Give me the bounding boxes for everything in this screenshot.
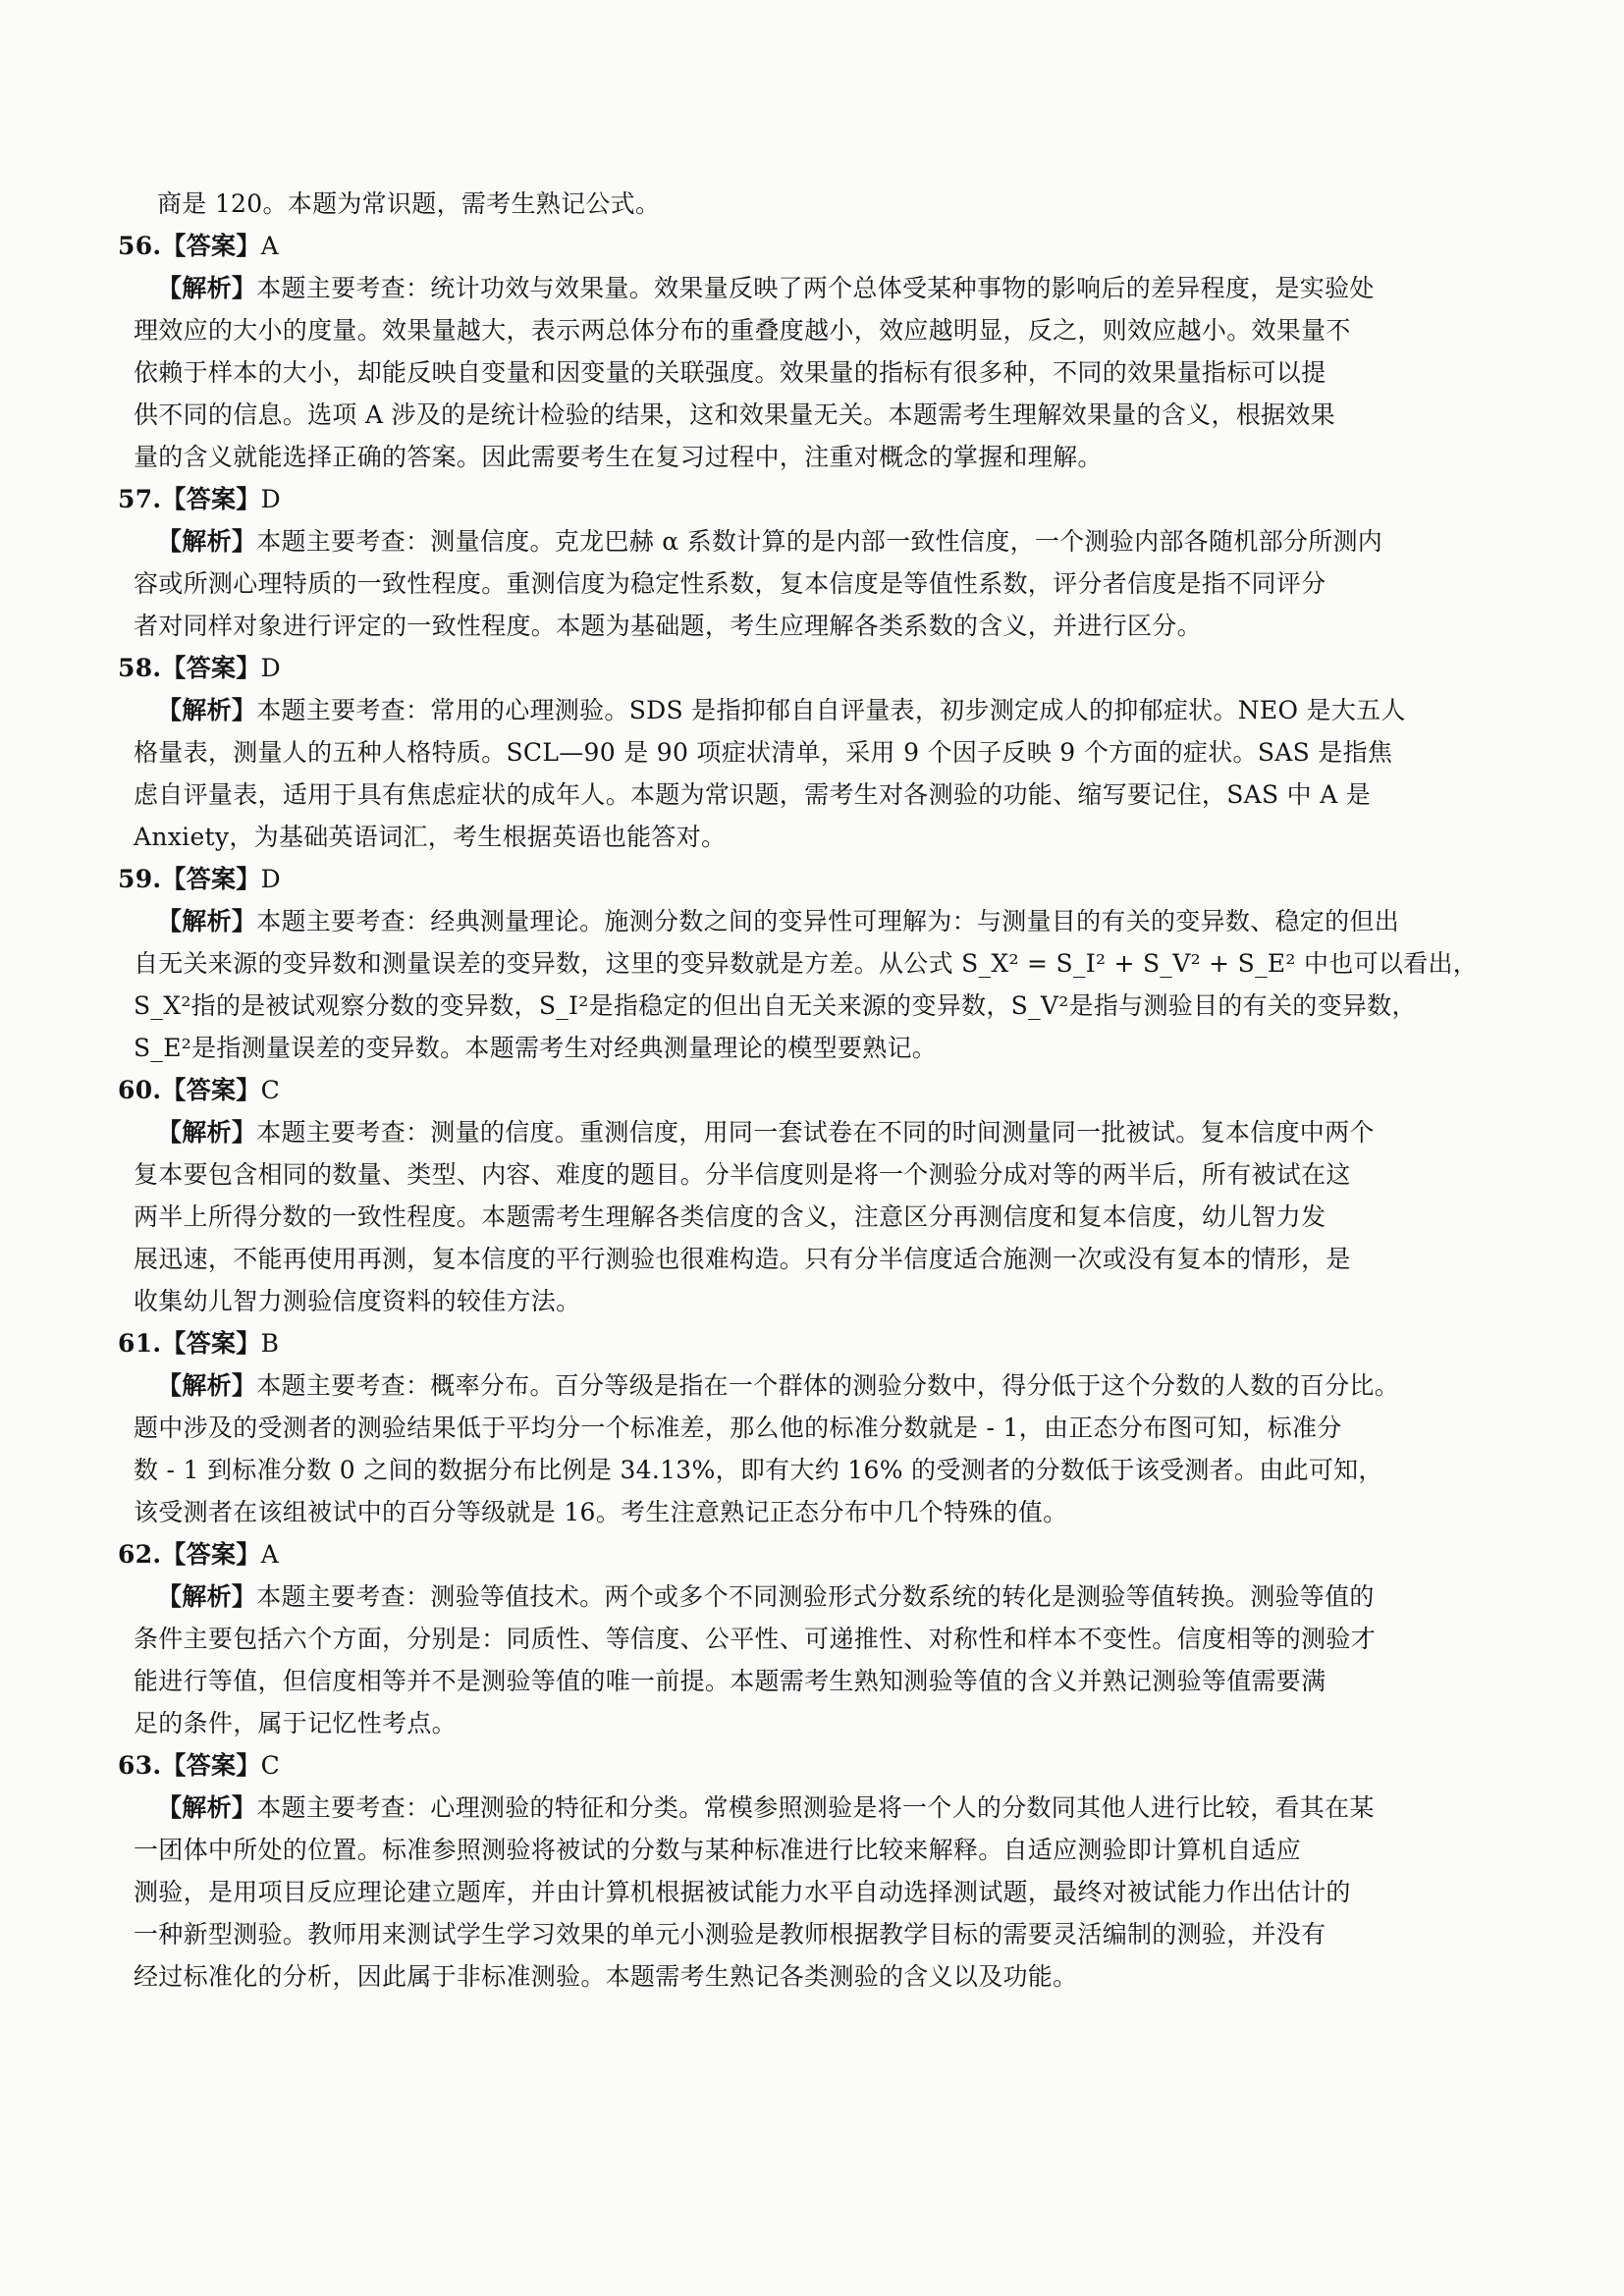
analysis-label: 【解析】 [157, 274, 257, 302]
answer-value: D [260, 485, 281, 513]
answer-value: D [260, 654, 281, 682]
analysis-text: 自无关来源的变异数和测量误差的变异数，这里的变异数就是方差。从公式 S_X² = S_I² + S_V² + S_E² 中也可以看出， [134, 949, 1479, 978]
analysis-paragraph [134, 267, 1492, 478]
analysis-paragraph [134, 689, 1492, 858]
answer-label: 【答案】 [161, 232, 261, 260]
answer-analysis-section [118, 183, 1492, 1998]
analysis-line [134, 605, 1492, 647]
answer-line [118, 1069, 1492, 1111]
analysis-line [134, 1238, 1492, 1280]
analysis-paragraph [134, 1787, 1492, 1998]
analysis-text: 本题主要考查：常用的心理测验。SDS 是指抑郁自自评量表，初步测定成人的抑郁症状。NEO 是大五人 [256, 696, 1406, 724]
analysis-line [134, 562, 1492, 605]
analysis-text: S_X²指的是被试观察分数的变异数，S_I²是指稳定的但出自无关来源的变异数，S_V²是指与测验目的有关的变异数， [134, 991, 1417, 1020]
question-number: 57. [118, 485, 162, 513]
analysis-line [134, 1829, 1492, 1871]
analysis-line [134, 1618, 1492, 1660]
analysis-text: 本题主要考查：心理测验的特征和分类。常模参照测验是将一个人的分数同其他人进行比较，看其在某 [256, 1793, 1375, 1822]
analysis-line [134, 1449, 1492, 1491]
analysis-line [134, 731, 1492, 774]
question-number: 62. [118, 1540, 162, 1569]
answer-entry [118, 1322, 1492, 1533]
answer-entry [118, 858, 1492, 1069]
answer-entry [118, 647, 1492, 858]
analysis-line [134, 1280, 1492, 1322]
analysis-line [134, 1660, 1492, 1702]
analysis-line [157, 1787, 1492, 1829]
analysis-label: 【解析】 [157, 1118, 257, 1147]
analysis-text: 两半上所得分数的一致性程度。本题需考生理解各类信度的含义，注意区分再测信度和复本信度，幼儿智力发 [134, 1202, 1326, 1231]
analysis-text: 格量表，测量人的五种人格特质。SCL—90 是 90 项症状清单，采用 9 个因子反映 9 个方面的症状。SAS 是指焦 [134, 738, 1393, 767]
analysis-paragraph [134, 1364, 1492, 1533]
question-number: 58. [118, 654, 162, 682]
answer-line [118, 1744, 1492, 1787]
analysis-text: 依赖于样本的大小，却能反映自变量和因变量的关联强度。效果量的指标有很多种，不同的效果量指标可以提 [134, 358, 1326, 387]
analysis-line [134, 309, 1492, 351]
analysis-line [157, 1575, 1492, 1618]
analysis-line [157, 1111, 1492, 1153]
analysis-line [134, 1153, 1492, 1196]
analysis-line [134, 436, 1492, 478]
answer-list [118, 225, 1492, 1998]
analysis-text: 本题主要考查：测量的信度。重测信度，用同一套试卷在不同的时间测量同一批被试。复本信度中两个 [256, 1118, 1375, 1147]
analysis-text: 经过标准化的分析，因此属于非标准测验。本题需考生熟记各类测验的含义以及功能。 [134, 1962, 1078, 1991]
question-number: 60. [118, 1076, 162, 1104]
analysis-label: 【解析】 [157, 1582, 257, 1611]
answer-value: C [260, 1751, 281, 1780]
analysis-line [134, 1955, 1492, 1998]
answer-label: 【答案】 [161, 1540, 261, 1569]
answer-value: A [260, 232, 279, 260]
analysis-line [134, 816, 1492, 858]
analysis-text: Anxiety，为基础英语词汇，考生根据英语也能答对。 [134, 823, 727, 851]
analysis-line [134, 1027, 1492, 1069]
analysis-line [134, 942, 1492, 985]
analysis-line [157, 689, 1492, 731]
analysis-text: 本题主要考查：概率分布。百分等级是指在一个群体的测验分数中，得分低于这个分数的人数的百分比。 [256, 1371, 1400, 1400]
analysis-text: 理效应的大小的度量。效果量越大，表示两总体分布的重叠度越小，效应越明显，反之，则效应越小。效果量不 [134, 316, 1351, 345]
analysis-text: 供不同的信息。选项 A 涉及的是统计检验的结果，这和效果量无关。本题需考生理解效果量的含义，根据效果 [134, 400, 1335, 429]
answer-line [118, 1322, 1492, 1364]
analysis-line [134, 1913, 1492, 1955]
analysis-paragraph [134, 1111, 1492, 1322]
analysis-label: 【解析】 [157, 1371, 257, 1400]
analysis-line [134, 1871, 1492, 1913]
analysis-paragraph [134, 520, 1492, 647]
analysis-text: 该受测者在该组被试中的百分等级就是 16。考生注意熟记正态分布中几个特殊的值。 [134, 1498, 1068, 1526]
analysis-text: 收集幼儿智力测验信度资料的较佳方法。 [134, 1287, 581, 1315]
analysis-text: 数 - 1 到标准分数 0 之间的数据分布比例是 34.13%，即有大约 16% 的受测者的分数低于该受测者。由此可知， [134, 1456, 1383, 1484]
question-number: 61. [118, 1329, 162, 1358]
answer-value: D [260, 865, 281, 893]
analysis-line [134, 1491, 1492, 1533]
analysis-label: 【解析】 [157, 907, 257, 935]
answer-entry [118, 478, 1492, 647]
answer-line [118, 478, 1492, 520]
analysis-line [157, 900, 1492, 942]
answer-line [118, 647, 1492, 689]
analysis-text: S_E²是指测量误差的变异数。本题需考生对经典测量理论的模型要熟记。 [134, 1034, 938, 1062]
analysis-text: 复本要包含相同的数量、类型、内容、难度的题目。分半信度则是将一个测验分成对等的两半后，所有被试在这 [134, 1160, 1351, 1189]
answer-label: 【答案】 [161, 865, 261, 893]
answer-label: 【答案】 [161, 1329, 261, 1358]
answer-value: A [260, 1540, 279, 1569]
answer-value: B [260, 1329, 280, 1358]
analysis-label: 【解析】 [157, 1793, 257, 1822]
answer-value: C [260, 1076, 281, 1104]
analysis-text: 展迅速，不能再使用再测，复本信度的平行测验也很难构造。只有分半信度适合施测一次或没有复本的情形，是 [134, 1245, 1351, 1273]
analysis-line [134, 774, 1492, 816]
analysis-label: 【解析】 [157, 696, 257, 724]
answer-line [118, 225, 1492, 267]
analysis-text: 题中涉及的受测者的测验结果低于平均分一个标准差，那么他的标准分数就是 - 1，由正态分布图可知，标准分 [134, 1414, 1342, 1442]
analysis-line [134, 1702, 1492, 1744]
answer-label: 【答案】 [161, 485, 261, 513]
analysis-line [134, 394, 1492, 436]
analysis-text: 容或所测心理特质的一致性程度。重测信度为稳定性系数，复本信度是等值性系数，评分者信度是指不同评分 [134, 569, 1326, 598]
answer-entry [118, 1533, 1492, 1744]
analysis-line [157, 520, 1492, 562]
analysis-text: 本题主要考查：统计功效与效果量。效果量反映了两个总体受某种事物的影响后的差异程度，是实验处 [256, 274, 1375, 302]
analysis-text: 足的条件，属于记忆性考点。 [134, 1709, 457, 1737]
analysis-label: 【解析】 [157, 527, 257, 556]
analysis-text: 者对同样对象进行评定的一致性程度。本题为基础题，考生应理解各类系数的含义，并进行区分。 [134, 612, 1202, 640]
analysis-text: 本题主要考查：经典测量理论。施测分数之间的变异性可理解为：与测量目的有关的变异数、稳定的但出 [256, 907, 1400, 935]
answer-entry [118, 225, 1492, 478]
answer-label: 【答案】 [161, 654, 261, 682]
analysis-paragraph [134, 900, 1492, 1069]
question-number: 56. [118, 232, 162, 260]
answer-label: 【答案】 [161, 1076, 261, 1104]
lead-text: 商是 120。本题为常识题，需考生熟记公式。 [157, 189, 661, 218]
analysis-text: 本题主要考查：测验等值技术。两个或多个不同测验形式分数系统的转化是测验等值转换。测验等值的 [256, 1582, 1375, 1611]
analysis-text: 能进行等值，但信度相等并不是测验等值的唯一前提。本题需考生熟知测验等值的含义并熟记测验等值需要满 [134, 1667, 1326, 1695]
analysis-text: 测验，是用项目反应理论建立题库，并由计算机根据被试能力水平自动选择测试题，最终对被试能力作出估计的 [134, 1878, 1351, 1906]
answer-entry [118, 1069, 1492, 1322]
answer-label: 【答案】 [161, 1751, 261, 1780]
analysis-text: 本题主要考查：测量信度。克龙巴赫 α 系数计算的是内部一致性信度，一个测验内部各随机部分所测内 [256, 527, 1383, 556]
analysis-text: 条件主要包括六个方面，分别是：同质性、等信度、公平性、可递推性、对称性和样本不变性。信度相等的测验才 [134, 1625, 1377, 1653]
analysis-text: 虑自评量表，适用于具有焦虑症状的成年人。本题为常识题，需考生对各测验的功能、缩写要记住，SAS 中 A 是 [134, 780, 1372, 809]
answer-line [118, 1533, 1492, 1575]
answer-line [118, 858, 1492, 900]
analysis-line [134, 985, 1492, 1027]
analysis-line [157, 267, 1492, 309]
analysis-line [134, 1407, 1492, 1449]
answer-entry [118, 1744, 1492, 1998]
analysis-line [134, 351, 1492, 394]
analysis-text: 一团体中所处的位置。标准参照测验将被试的分数与某种标准进行比较来解释。自适应测验即计算机自适应 [134, 1836, 1302, 1864]
question-number: 59. [118, 865, 162, 893]
analysis-text: 一种新型测验。教师用来测试学生学习效果的单元小测验是教师根据教学目标的需要灵活编制的测验，并没有 [134, 1920, 1326, 1949]
analysis-text: 量的含义就能选择正确的答案。因此需要考生在复习过程中，注重对概念的掌握和理解。 [134, 443, 1103, 471]
analysis-line [157, 1364, 1492, 1407]
analysis-line [134, 1196, 1492, 1238]
analysis-paragraph [134, 1575, 1492, 1744]
question-number: 63. [118, 1751, 162, 1780]
